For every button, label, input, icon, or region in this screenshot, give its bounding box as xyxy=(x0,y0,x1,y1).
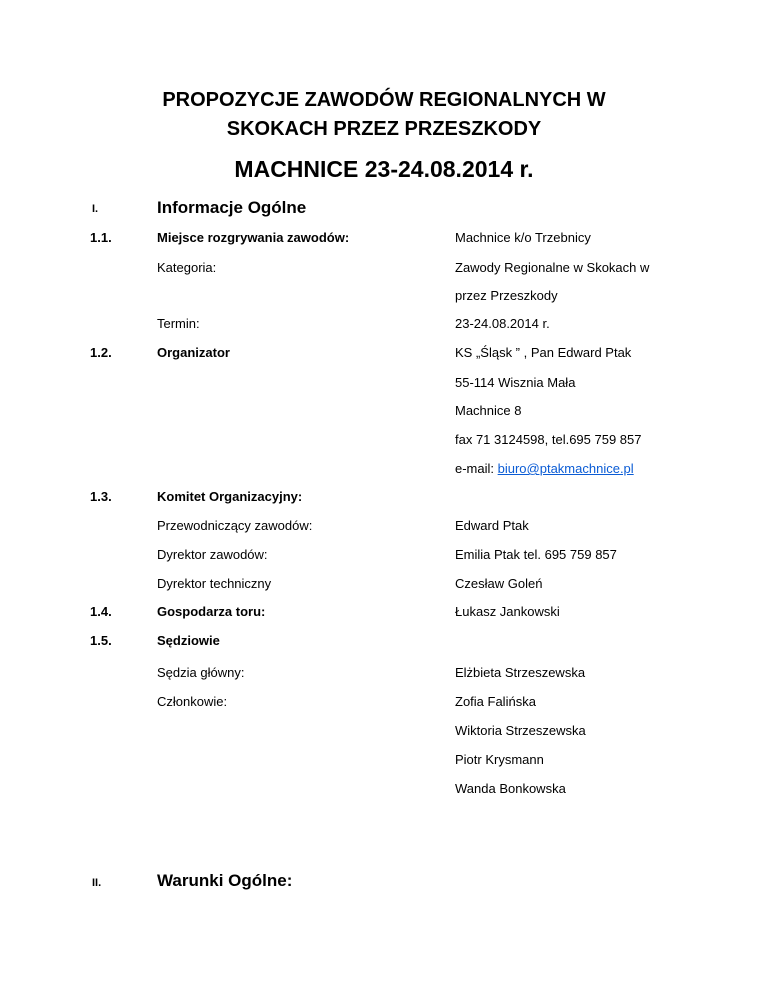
member-item: Piotr Krysmann xyxy=(455,752,544,767)
s1-3-number: 1.3. xyxy=(90,489,112,504)
venue-value: Machnice k/o Trzebnicy xyxy=(455,230,591,245)
director-label: Dyrektor zawodów: xyxy=(157,547,268,562)
director-value: Emilia Ptak tel. 695 759 857 xyxy=(455,547,617,562)
head-judge-label: Sędzia główny: xyxy=(157,665,245,680)
date-label: Termin: xyxy=(157,316,200,331)
tech-director-value: Czesław Goleń xyxy=(455,576,543,591)
document-title-line1: PROPOZYCJE ZAWODÓW REGIONALNYCH W xyxy=(162,89,606,111)
member-item: Wiktoria Strzeszewska xyxy=(455,723,586,738)
s1-4-number: 1.4. xyxy=(90,604,112,619)
section2-heading: Warunki Ogólne: xyxy=(157,871,293,890)
date-value: 23-24.08.2014 r. xyxy=(455,316,550,331)
venue-label: Miejsce rozgrywania zawodów: xyxy=(157,230,350,245)
email-link[interactable]: biuro@ptakmachnice.pl xyxy=(497,461,634,476)
head-judge-value: Elżbieta Strzeszewska xyxy=(455,665,586,680)
email-prefix: e-mail: xyxy=(455,461,498,476)
organizer-line1: KS „Śląsk ” , Pan Edward Ptak xyxy=(455,345,632,360)
organizer-line3: Machnice 8 xyxy=(455,403,522,418)
category-value-line1: Zawody Regionalne w Skokach w xyxy=(455,260,650,275)
member-item: Wanda Bonkowska xyxy=(455,781,566,796)
chair-label: Przewodniczący zawodów: xyxy=(157,518,313,533)
organizer-line4: fax 71 3124598, tel.695 759 857 xyxy=(455,432,642,447)
section1-number: I. xyxy=(92,203,99,215)
members-label: Członkowie: xyxy=(157,694,228,709)
category-label: Kategoria: xyxy=(157,260,217,275)
member-item: Zofia Falińska xyxy=(455,694,536,709)
organizer-email-line xyxy=(455,462,634,475)
course-builder-label: Gospodarza toru: xyxy=(157,604,266,619)
judges-label: Sędziowie xyxy=(157,633,220,648)
section2-number: II. xyxy=(92,877,102,889)
course-builder-value: Łukasz Jankowski xyxy=(455,604,560,619)
document-subtitle: MACHNICE 23-24.08.2014 r. xyxy=(234,156,534,182)
s1-1-number: 1.1. xyxy=(90,230,112,245)
section1-heading: Informacje Ogólne xyxy=(157,198,307,217)
document-title-line2: SKOKACH PRZEZ PRZESZKODY xyxy=(226,118,542,140)
tech-director-label: Dyrektor techniczny xyxy=(157,576,272,591)
organizer-line2: 55-114 Wisznia Mała xyxy=(455,375,576,390)
chair-value: Edward Ptak xyxy=(455,518,529,533)
committee-label: Komitet Organizacyjny: xyxy=(157,489,303,504)
s1-5-number: 1.5. xyxy=(90,633,112,648)
organizer-label: Organizator xyxy=(157,345,230,360)
s1-2-number: 1.2. xyxy=(90,345,112,360)
category-value-line2: przez Przeszkody xyxy=(455,288,558,303)
